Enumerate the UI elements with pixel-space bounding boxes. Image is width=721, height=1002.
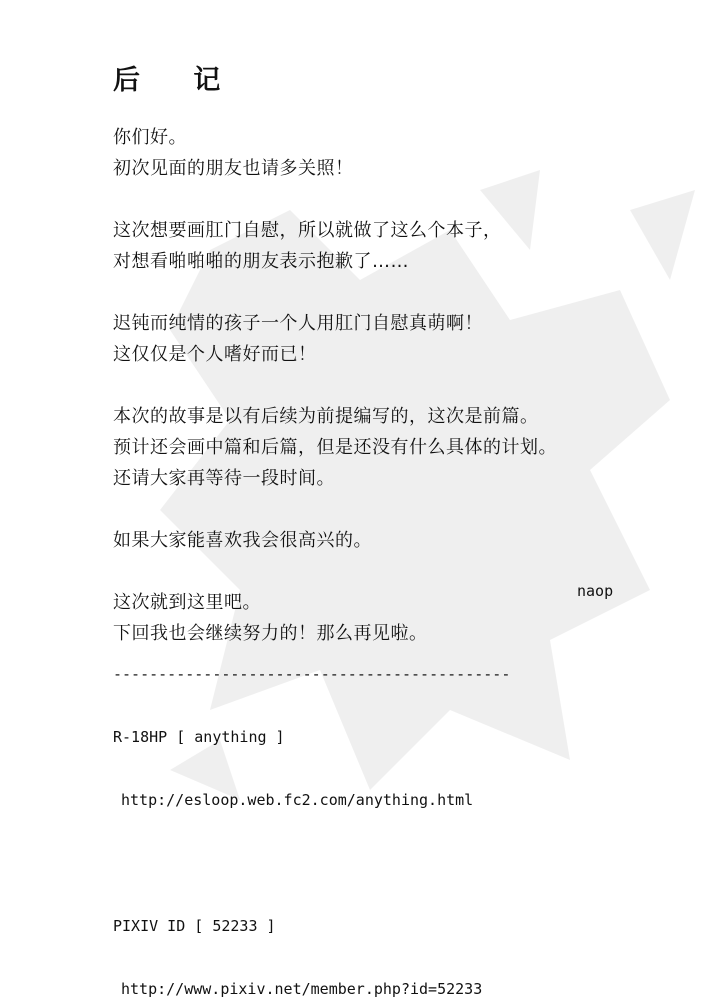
paragraph-line: 预计还会画中篇和后篇，但是还没有什么具体的计划。 — [113, 437, 557, 458]
paragraph-line: 对想看啪啪啪的朋友表示抱歉了…… — [113, 251, 409, 272]
paragraph-gap — [113, 494, 673, 525]
paragraph-gap — [113, 184, 673, 215]
paragraph-line: 你们好。 — [113, 127, 187, 148]
paragraph-line: 如果大家能喜欢我会很高兴的。 — [113, 530, 372, 551]
pixiv-link-row — [113, 979, 510, 1000]
paragraph-line: 下回我也会继续努力的！那么再见啦。 — [113, 623, 428, 644]
divider-line: -------------------------------------------- — [113, 665, 511, 683]
paragraph-line: 初次见面的朋友也请多关照！ — [113, 158, 354, 179]
homepage-link[interactable]: http://esloop.web.fc2.com/anything.html — [121, 791, 474, 809]
paragraph-line: 这次想要画肛门自慰，所以就做了这么个本子， — [113, 220, 502, 241]
page-title: 后 记 — [113, 65, 243, 96]
paragraph-gap — [113, 370, 673, 401]
paragraph-line: 迟钝而纯情的孩子一个人用肛门自慰真萌啊！ — [113, 313, 483, 334]
homepage-label: R-18HP [ anything ] — [113, 728, 285, 746]
afterword-body — [113, 122, 673, 649]
pixiv-label: PIXIV ID [ 52233 ] — [113, 917, 276, 935]
paragraph-gap — [113, 277, 673, 308]
author-signature: naop — [577, 582, 614, 600]
paragraph-line: 本次的故事是以有后续为前提编写的，这次是前篇。 — [113, 406, 539, 427]
paragraph-line: 这仅仅是个人嗜好而已！ — [113, 344, 317, 365]
paragraph-line: 还请大家再等待一段时间。 — [113, 468, 335, 489]
links-section — [113, 622, 510, 1002]
paragraph-line: 这次就到这里吧。 — [113, 592, 261, 613]
homepage-link-row — [113, 790, 510, 811]
pixiv-link[interactable]: http://www.pixiv.net/member.php?id=52233 — [121, 980, 483, 998]
links-gap — [113, 853, 510, 874]
